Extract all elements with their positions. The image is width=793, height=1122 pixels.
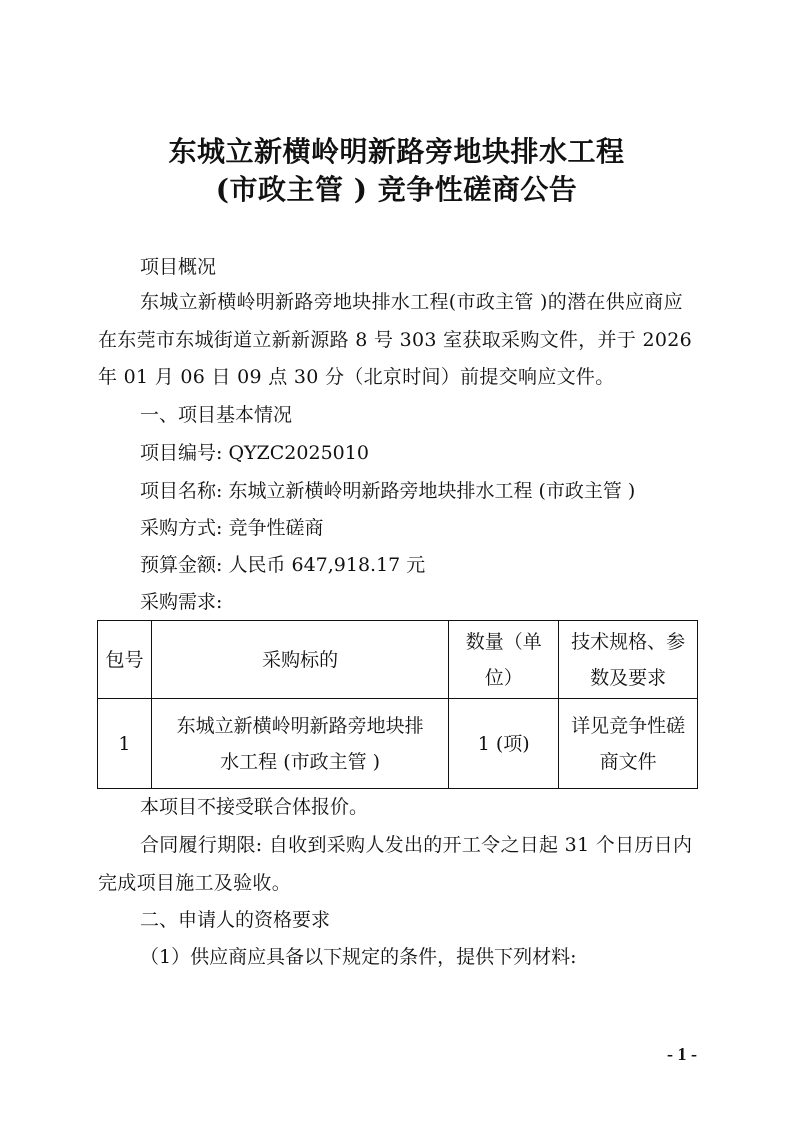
header-spec-line-2: 数及要求 — [590, 666, 667, 689]
cell-spec-line-2: 商文件 — [599, 750, 657, 773]
header-package: 包号 — [98, 621, 152, 699]
header-subject: 采购标的 — [151, 621, 448, 699]
cell-package: 1 — [98, 699, 152, 789]
section-1-heading: 一、项目基本情况 — [140, 404, 293, 426]
section-2-heading: 二、申请人的资格要求 — [140, 909, 331, 931]
cell-subject-line-1: 东城立新横岭明新路旁地块排 — [176, 714, 424, 737]
procurement-method: 采购方式: 竞争性磋商 — [140, 517, 324, 539]
requirements-table — [97, 620, 698, 789]
table-header-row — [98, 621, 698, 699]
header-quantity — [449, 621, 559, 699]
budget-amount: 预算金额: 人民币 647,918.17 元 — [140, 554, 426, 576]
overview-heading: 项目概况 — [140, 256, 217, 278]
document-title-line-1: 东城立新横岭明新路旁地块排水工程 — [168, 135, 625, 168]
cell-subject — [151, 699, 448, 789]
cell-subject-line-2: 水工程 (市政主管 ) — [220, 750, 381, 773]
qualification-item-1: （1）供应商应具备以下规定的条件，提供下列材料: — [140, 946, 577, 968]
overview-paragraph: 东城立新横岭明新路旁地块排水工程(市政主管 )的潜在供应商应在东莞市东城街道立新新源路 8 号 303 室获取采购文件，并于 2026 年 01 月 06 日 09 点 30 分（北京时间）前提交响应文件。 — [98, 291, 693, 388]
header-spec-line-1: 技术规格、参 — [571, 630, 686, 653]
header-spec — [559, 621, 698, 699]
table-row — [98, 699, 698, 789]
document-title-line-2: (市政主管 ) 竞争性磋商公告 — [215, 173, 578, 206]
project-name: 项目名称: 东城立新横岭明新路旁地块排水工程 (市政主管 ) — [140, 480, 636, 502]
cell-spec-line-1: 详见竞争性磋 — [571, 714, 686, 737]
cell-spec — [559, 699, 698, 789]
contract-period: 合同履行期限: 自收到采购人发出的开工令之日起 31 个日历日内完成项目施工及验收。 — [98, 834, 693, 894]
header-quantity-line-2: 位） — [484, 666, 523, 689]
requirements-label: 采购需求: — [140, 591, 223, 613]
project-number: 项目编号: QYZC2025010 — [140, 442, 369, 464]
header-quantity-line-1: 数量（单 — [465, 630, 542, 653]
page-number: - 1 - — [667, 1044, 697, 1064]
no-consortium-note: 本项目不接受联合体报价。 — [140, 796, 369, 818]
cell-quantity: 1 (项) — [449, 699, 559, 789]
